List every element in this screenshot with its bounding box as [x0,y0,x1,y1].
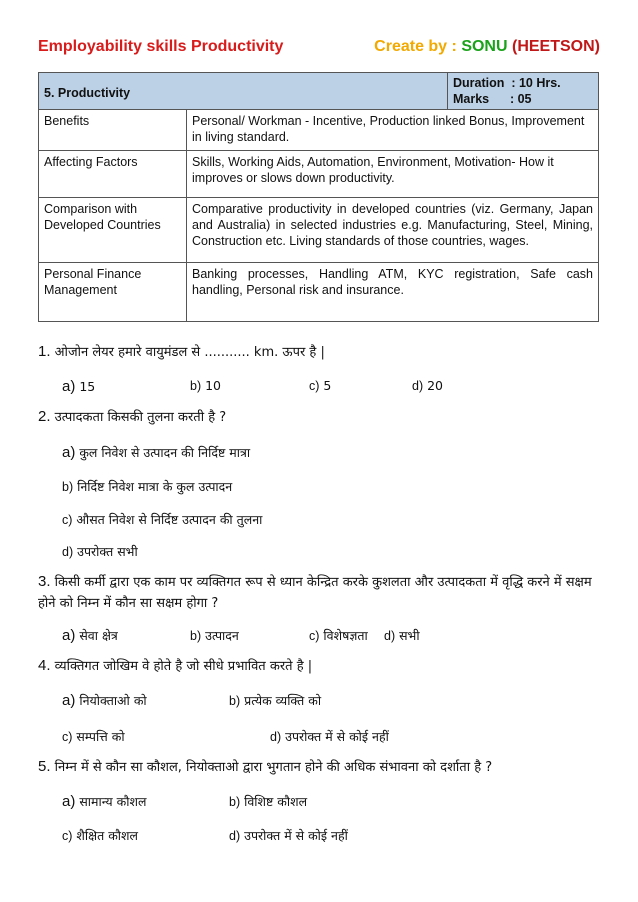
question-number: 4. [38,657,51,674]
question-4 [38,657,600,676]
question-number: 1. [38,343,51,360]
details-cell: Banking processes, Handling ATM, KYC registration, Safe cash handling, Personal risk and insurance. [187,263,599,322]
option-b: b) प्रत्येक व्यक्ति को [229,693,322,708]
question-5 [38,758,600,777]
question-number: 5. [38,758,51,775]
option-c: c) सम्पत्ति को [62,729,125,744]
syllabus-table [38,72,599,322]
option-b: b) उत्पादन [190,628,239,643]
question-2 [38,408,600,427]
question-text: उत्पादकता किसकी तुलना करती है ? [54,410,227,425]
option-b: b) निर्दिष्ट निवेश मात्रा के कुल उत्पादन [62,479,233,494]
question-text: ओजोन लेयर हमारे वायुमंडल से ........... km. ऊपर है | [54,345,325,360]
option-a: a) सामान्य कौशल [62,793,147,810]
details-cell: Personal/ Workman - Incentive, Production linked Bonus, Improvement in living standard. [187,110,599,151]
question-number: 2. [38,408,51,425]
option-d: d) 20 [412,378,444,393]
option-a: a) 15 [62,378,96,395]
option-a: a) सेवा क्षेत्र [62,627,118,644]
option-c: c) औसत निवेश से निर्दिष्ट उत्पादन की तुलना [62,512,263,527]
author-name: SONU [461,38,508,55]
details-cell: Comparative productivity in developed countries (viz. Germany, Japan and Australia) in selected industries e.g. Manufacturing, Steel, Mining, Construction etc. Living standards of those countries, wages. [187,198,599,263]
question-3 [38,571,600,614]
topic-cell: Affecting Factors [39,151,187,198]
syllabus-row [39,110,599,151]
create-by-label: Create by : [374,38,457,55]
topic-cell: Personal Finance Management [39,263,187,322]
option-d: d) उपरोक्त में से कोई नहीं [229,828,348,843]
details-cell: Skills, Working Aids, Automation, Environment, Motivation- How it improves or slows down productivity. [187,151,599,198]
option-b: b) विशिष्ट कौशल [229,794,308,809]
option-d: d) सभी [384,628,420,643]
module-title: 5. Productivity [44,86,131,100]
document-title: Employability skills Productivity [38,38,284,55]
syllabus-row [39,263,599,322]
option-a: a) नियोक्ताओ को [62,692,147,709]
syllabus-row [39,151,599,198]
option-c: c) 5 [309,378,332,393]
question-number: 3. [38,573,51,590]
question-1 [38,343,600,362]
question-text: किसी कर्मी द्वारा एक काम पर व्यक्तिगत रूप से ध्यान केन्द्रित करके कुशलता और उत्पादकता में वृद्धि करने में सक्षम होने को निम्न में कौन सा सक्षम होगा ? [38,575,592,611]
option-a: a) कुल निवेश से उत्पादन की निर्दिष्ट मात्रा [62,444,251,461]
option-c: c) विशेषज्ञता [309,628,368,643]
option-d: d) उपरोक्त सभी [62,544,138,559]
question-text: निम्न में से कौन सा कौशल, नियोक्ताओ द्वारा भुगतान होने की अधिक संभावना को दर्शाता है ? [54,760,493,775]
question-text: व्यक्तिगत जोखिम वे होते है जो सीधे प्रभावित करते है | [54,659,313,674]
syllabus-header-row [39,73,599,110]
topic-cell: Comparison with Developed Countries [39,198,187,263]
duration-text: Duration : 10 Hrs. [453,76,561,90]
topic-cell: Benefits [39,110,187,151]
marks-text: Marks : 05 [453,92,532,106]
page-header [38,38,600,62]
author-alias: (HEETSON) [512,38,600,55]
author-credit [374,38,600,56]
syllabus-row [39,198,599,263]
option-d: d) उपरोक्त में से कोई नहीं [270,729,389,744]
option-c: c) शैक्षित कौशल [62,828,139,843]
module-meta [447,73,598,109]
option-b: b) 10 [190,378,222,393]
